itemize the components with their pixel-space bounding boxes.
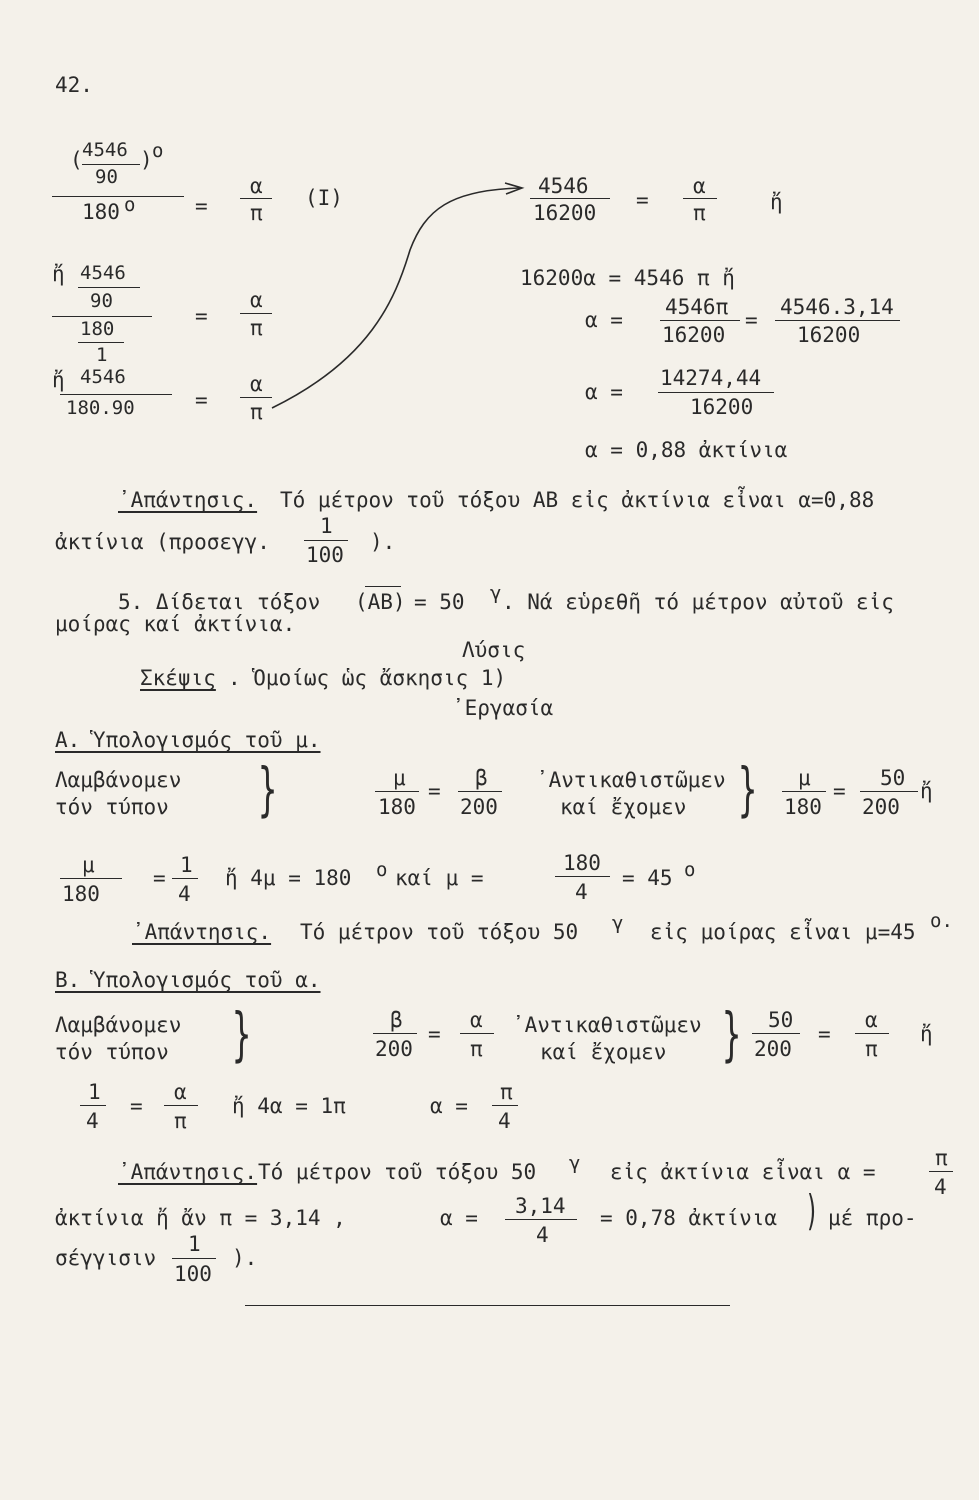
right-r3-num: 4546π <box>665 295 729 319</box>
section-a-f2-den: 200 <box>460 795 498 819</box>
section-a-eq1: = <box>428 779 441 803</box>
right-r1-bar <box>530 198 610 199</box>
section-a-beta: β <box>475 766 488 790</box>
left-f3-bar <box>60 394 172 395</box>
section-a-brace-2: } <box>738 755 758 823</box>
section-b-line2d: μέ προ- <box>828 1206 917 1230</box>
problem5-arc: (ΑΒ) <box>355 590 406 614</box>
section-a-mu2: μ <box>798 766 811 790</box>
section-a-l2-eq: = <box>153 866 166 890</box>
left-f3-top: 4546 <box>80 366 126 388</box>
right-r1-alpha: α <box>693 174 706 198</box>
section-b-line2a: ἀκτίνια ἤ ἄν π = 3,14 , <box>55 1206 346 1230</box>
section-b-answer-pi: π <box>935 1146 948 1170</box>
problem5-grad: γ <box>490 582 502 604</box>
left-f2-rhs-bar <box>240 313 272 314</box>
problem5-line1-b: = 50 <box>414 590 465 614</box>
left-f3-eq: = <box>195 388 208 412</box>
left-f2-den: 180 <box>80 318 115 340</box>
answer1-frac-bar <box>304 540 348 541</box>
left-f3-rhs-bar <box>240 397 272 398</box>
answer1-label: ᾿Απάντησις. <box>118 488 258 512</box>
section-b-beta: β <box>390 1008 403 1032</box>
answer1-text2: ἀκτίνια (προσεγγ. <box>55 530 270 554</box>
section-b-l2-one: 1 <box>88 1080 101 1104</box>
section-b-answer-text: Τό μέτρον τοῦ τόξου 50 <box>258 1160 537 1184</box>
section-b-formula: τόν τύπον <box>55 1040 169 1064</box>
section-b-l2-bar3 <box>492 1105 518 1106</box>
section-a-take: Λαμβάνομεν <box>55 768 182 792</box>
section-b-f1-bar <box>373 1033 417 1034</box>
section-b-answer-label: ᾿Απάντησις. <box>118 1160 258 1184</box>
section-b-frac2-bar <box>172 1258 216 1259</box>
right-r1-den: 16200 <box>533 201 597 225</box>
right-r4-num: 14274,44 <box>660 366 762 390</box>
section-a-n50: 50 <box>880 766 906 790</box>
left-f3-pi: π <box>250 400 263 424</box>
left-f1-degree: o <box>152 140 164 162</box>
right-r3-den2: 16200 <box>797 323 861 347</box>
right-r1-rhs-bar <box>683 198 717 199</box>
left-f2-eq: = <box>195 304 208 328</box>
section-b-subst: ᾿Αντικαθιστῶμεν <box>512 1013 702 1037</box>
section-b-take: Λαμβάνομεν <box>55 1013 182 1037</box>
right-r5: α = 0,88 ἀκτίνια <box>585 438 788 462</box>
section-b-eq2: = <box>818 1022 831 1046</box>
left-f2-bar1 <box>78 287 140 288</box>
left-or-2: ἤ <box>52 368 65 392</box>
right-r1-eq: = <box>636 188 649 212</box>
section-b-answer-bar <box>929 1171 953 1172</box>
section-a-l2-one: 1 <box>180 853 193 877</box>
section-a-answer-grad: γ <box>612 912 624 934</box>
section-b-l2-res-four: 4 <box>498 1109 511 1133</box>
right-r3-bar2 <box>775 320 900 321</box>
section-b-l2-bar2 <box>164 1105 198 1106</box>
section-b-f3-den: 200 <box>754 1037 792 1061</box>
right-r4-bar <box>658 392 774 393</box>
section-a-l2-mu: μ <box>82 853 95 877</box>
section-b-f4-den: π <box>865 1037 878 1061</box>
left-f2-pi: π <box>250 316 263 340</box>
page-number: 42. <box>55 73 93 97</box>
section-b-eq1: = <box>428 1022 441 1046</box>
section-b-f2-den: π <box>470 1037 483 1061</box>
section-a-title: Α. Ὑπολογισμός τοῦ μ. <box>55 728 321 752</box>
left-f3-alpha: α <box>250 372 263 396</box>
solution-hint-text: . Ὁμοίως ὡς ἄσκησις 1) <box>228 666 507 690</box>
section-b-answer-text2: εἰς ἀκτίνια εἶναι α = <box>610 1160 876 1184</box>
answer1-frac-num: 1 <box>320 514 333 538</box>
section-a-answer-text2: εἰς μοίρας εἶναι μ=45 <box>650 920 916 944</box>
section-b-f1-den: 200 <box>375 1037 413 1061</box>
section-a-brace-1: } <box>258 755 278 823</box>
section-a-answer-deg: o. <box>930 910 953 932</box>
section-a-l2-and: καί μ = <box>395 866 484 890</box>
section-b-l2-res-pi: π <box>500 1080 513 1104</box>
left-f1-alpha: α <box>250 174 263 198</box>
section-b-frac-bar <box>505 1219 577 1220</box>
section-b-answer-grad: γ <box>569 1152 581 1174</box>
section-a-l2-four: 4 <box>178 882 191 906</box>
section-b-n50: 50 <box>768 1008 794 1032</box>
left-f1-den-sup: o <box>124 194 136 216</box>
right-r1-num: 4546 <box>538 174 589 198</box>
left-f1-top: 4546 <box>82 139 128 161</box>
left-f1-rhs-bar <box>240 198 272 199</box>
right-r3-den: 16200 <box>662 323 726 347</box>
section-a-f3-bar <box>782 791 826 792</box>
problem5-line1-a: 5. Δίδεται τόξον <box>118 590 321 614</box>
section-b-answer-four: 4 <box>934 1175 947 1199</box>
solution-heading: Λύσις <box>462 638 526 662</box>
section-b-line3: σέγγισιν <box>55 1246 157 1270</box>
section-a-f2-bar <box>458 791 502 792</box>
left-f1-eq: = <box>195 194 208 218</box>
section-a-answer-label: ᾿Απάντησις. <box>132 920 272 944</box>
section-b-l2-pi: π <box>174 1109 187 1133</box>
left-f2-mid: 90 <box>90 290 113 312</box>
section-a-have: καί ἔχομεν <box>560 795 687 819</box>
solution-hint-label: Σκέψις <box>140 666 216 690</box>
section-b-l2-four: 4 <box>86 1109 99 1133</box>
section-a-f4-bar <box>860 791 918 792</box>
section-b-l2-eq: = <box>130 1094 143 1118</box>
section-a-subst: ᾿Αντικαθιστῶμεν <box>536 768 726 792</box>
left-f1-pi: π <box>250 201 263 225</box>
answer1-frac-den: 100 <box>306 543 344 567</box>
section-a-or: ἤ <box>920 779 933 803</box>
left-mark-i: (I) <box>305 186 343 210</box>
section-b-or: ἤ <box>920 1022 933 1046</box>
section-b-line2b: α = <box>440 1206 478 1230</box>
section-a-l2-num: 180 <box>563 851 601 875</box>
section-a-f4-den: 200 <box>862 795 900 819</box>
section-b-l2-alpha: α <box>174 1080 187 1104</box>
left-f1-den: 180 <box>82 200 120 224</box>
left-f1-inner-bar <box>82 164 140 165</box>
section-a-l2-den2: 4 <box>575 880 588 904</box>
left-f1-paren-open: ( <box>70 148 83 172</box>
section-a-f1-den: 180 <box>378 795 416 819</box>
section-b-f4-bar <box>855 1033 889 1034</box>
section-b-f2-bar <box>460 1033 494 1034</box>
section-b-brace-1: } <box>232 1000 252 1068</box>
section-a-l2-deg2: o <box>684 859 696 881</box>
problem5-arc-bar <box>365 586 401 587</box>
answer1-tail: ). <box>370 530 396 554</box>
right-r1-or: ἤ <box>770 190 783 214</box>
right-r3-num2: 4546.3,14 <box>780 295 894 319</box>
section-b-l2-res: α = <box>430 1094 468 1118</box>
section-a-formula: τόν τύπον <box>55 795 169 819</box>
section-b-line2c: = 0,78 ἀκτίνια <box>600 1206 778 1230</box>
section-b-title: Β. Ὑπολογισμός τοῦ α. <box>55 968 321 992</box>
section-b-alpha: α <box>470 1008 483 1032</box>
section-a-mu: μ <box>393 766 406 790</box>
section-b-f3-bar <box>752 1033 800 1034</box>
left-f2-alpha: α <box>250 288 263 312</box>
problem5-line2: μοίρας καί ἀκτίνια. <box>55 612 296 636</box>
section-a-l2-deg: o <box>376 859 388 881</box>
left-f2-top: 4546 <box>80 262 126 284</box>
section-a-l2-den: 180 <box>62 882 100 906</box>
section-b-alpha2: α <box>865 1008 878 1032</box>
left-or-1: ἤ <box>52 262 65 286</box>
left-f3-den: 180.90 <box>66 397 135 419</box>
section-a-answer-text: Τό μέτρον τοῦ τόξου 50 <box>300 920 579 944</box>
section-b-brace-2: } <box>722 1000 742 1068</box>
section-a-l2-mid: ἤ 4μ = 180 <box>225 866 352 890</box>
solution-work: ᾿Εργασία <box>452 696 554 720</box>
left-f1-bar <box>52 196 184 197</box>
section-b-tail: ). <box>232 1246 258 1270</box>
section-a-f1-bar <box>375 791 419 792</box>
left-f2-bar <box>52 316 152 317</box>
left-f2-den2: 1 <box>96 344 108 366</box>
section-a-l2-bar1 <box>60 878 122 879</box>
section-b-have: καί ἔχομεν <box>540 1040 667 1064</box>
section-b-l2-bar1 <box>80 1105 106 1106</box>
right-r3-lhs: α = <box>585 308 623 332</box>
left-f1-inner-den: 90 <box>95 166 118 188</box>
section-a-l2-res: = 45 <box>622 866 673 890</box>
problem5-line1-c: . Νά εὑρεθῆ τό μέτρον αὐτοῦ εἰς <box>502 590 894 614</box>
right-r3-bar <box>660 320 740 321</box>
left-f2-bar2 <box>78 342 124 343</box>
right-r4-den: 16200 <box>690 395 754 419</box>
left-f1-paren-close: ) <box>140 148 153 172</box>
end-rule <box>245 1305 730 1306</box>
section-b-den4: 4 <box>536 1223 549 1247</box>
right-r1-pi: π <box>693 201 706 225</box>
answer1-text1: Τό μέτρον τοῦ τόξου ΑΒ εἰς ἀκτίνια εἶναι α=0,88 <box>280 488 875 512</box>
section-b-paren: ) <box>805 1186 819 1235</box>
section-b-frac-num: 1 <box>188 1232 201 1256</box>
section-a-l2-bar2 <box>172 878 198 879</box>
right-r2: 16200α = 4546 π ἤ <box>520 266 735 290</box>
section-a-l2-bar3 <box>555 876 610 877</box>
section-b-num314: 3,14 <box>515 1194 566 1218</box>
section-a-f3-den: 180 <box>784 795 822 819</box>
section-b-l2-mid: ἤ 4α = 1π <box>232 1094 346 1118</box>
section-a-eq2: = <box>833 779 846 803</box>
right-r3-eq2: = <box>745 308 758 332</box>
right-r4-lhs: α = <box>585 380 623 404</box>
section-b-frac-den: 100 <box>174 1262 212 1286</box>
